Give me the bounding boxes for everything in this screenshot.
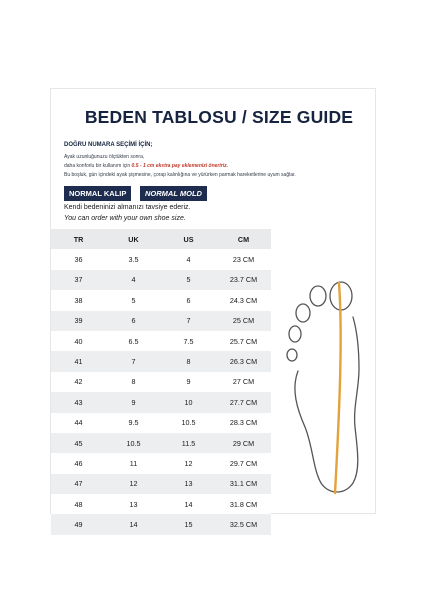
table-row (51, 270, 271, 290)
cell-cm: 28.3 CM (216, 413, 271, 433)
cell-us: 14 (161, 494, 216, 514)
table-row (51, 494, 271, 514)
table-row (51, 331, 271, 351)
cell-tr: 45 (51, 433, 106, 453)
table-row (51, 413, 271, 433)
size-guide-card (50, 88, 376, 530)
cell-us: 8 (161, 351, 216, 371)
cell-us: 5 (161, 270, 216, 290)
cell-us: 13 (161, 474, 216, 494)
advice-en: You can order with your own shoe size. (64, 215, 186, 222)
cell-tr: 42 (51, 372, 106, 392)
table-row (51, 311, 271, 331)
cell-tr: 40 (51, 331, 106, 351)
intro-line-1: Ayak uzunluğunuzu ölçtükten sonra, (64, 154, 145, 160)
cell-tr: 47 (51, 474, 106, 494)
cell-uk: 11 (106, 453, 161, 473)
cell-tr: 46 (51, 453, 106, 473)
normal-mold-badge: NORMAL MOLD (140, 186, 207, 201)
cell-tr: 48 (51, 494, 106, 514)
table-row (51, 453, 271, 473)
cell-us: 7.5 (161, 331, 216, 351)
cell-uk: 3.5 (106, 249, 161, 269)
cell-cm: 27 CM (216, 372, 271, 392)
table-row (51, 351, 271, 371)
cell-cm: 27.7 CM (216, 392, 271, 412)
cell-us: 6 (161, 290, 216, 310)
intro-heading: DOĞRU NUMARA SEÇİMİ İÇİN; (64, 142, 153, 148)
table-row (51, 474, 271, 494)
cell-us: 4 (161, 249, 216, 269)
cell-cm: 31.1 CM (216, 474, 271, 494)
header-cm: CM (216, 229, 271, 249)
cell-cm: 24.3 CM (216, 290, 271, 310)
cell-cm: 23 CM (216, 249, 271, 269)
cell-uk: 8 (106, 372, 161, 392)
table-row (51, 433, 271, 453)
cell-us: 7 (161, 311, 216, 331)
header-tr: TR (51, 229, 106, 249)
intro-line-2-highlight: 0.5 - 1 cm ekstra pay eklemenizi öneririz. (131, 163, 228, 169)
cell-us: 10 (161, 392, 216, 412)
intro-line-2-prefix: daha konforlu bir kullanım için (64, 163, 131, 169)
cell-tr: 43 (51, 392, 106, 412)
cell-uk: 5 (106, 290, 161, 310)
intro-line-2 (64, 163, 228, 169)
table-row (51, 249, 271, 269)
cell-cm: 31.8 CM (216, 494, 271, 514)
table-row (51, 514, 271, 534)
cell-tr: 37 (51, 270, 106, 290)
cell-uk: 13 (106, 494, 161, 514)
cell-cm: 23.7 CM (216, 270, 271, 290)
cell-tr: 41 (51, 351, 106, 371)
table-row (51, 372, 271, 392)
header-uk: UK (106, 229, 161, 249)
cell-uk: 10.5 (106, 433, 161, 453)
cell-uk: 9 (106, 392, 161, 412)
cell-tr: 38 (51, 290, 106, 310)
advice-tr: Kendi bedeninizi almanızı tavsiye ederiz. (64, 204, 191, 211)
cell-uk: 14 (106, 514, 161, 534)
cell-cm: 32.5 CM (216, 514, 271, 534)
cell-us: 10.5 (161, 413, 216, 433)
cell-tr: 49 (51, 514, 106, 534)
cell-us: 9 (161, 372, 216, 392)
table-row (51, 290, 271, 310)
page-title: BEDEN TABLOSU / SIZE GUIDE (84, 107, 354, 127)
foot-outline-icon (283, 279, 363, 499)
cell-cm: 25.7 CM (216, 331, 271, 351)
cell-us: 11.5 (161, 433, 216, 453)
header-us: US (161, 229, 216, 249)
cell-uk: 6.5 (106, 331, 161, 351)
normal-kalip-badge: NORMAL KALIP (64, 186, 131, 201)
cell-uk: 9.5 (106, 413, 161, 433)
cell-uk: 4 (106, 270, 161, 290)
cell-cm: 25 CM (216, 311, 271, 331)
cell-tr: 36 (51, 249, 106, 269)
size-table (51, 229, 271, 535)
cell-us: 15 (161, 514, 216, 534)
cell-cm: 26.3 CM (216, 351, 271, 371)
cell-uk: 12 (106, 474, 161, 494)
cell-cm: 29 CM (216, 433, 271, 453)
cell-tr: 44 (51, 413, 106, 433)
size-table-header-row (51, 229, 271, 249)
table-row (51, 392, 271, 412)
cell-us: 12 (161, 453, 216, 473)
cell-uk: 6 (106, 311, 161, 331)
cell-cm: 29.7 CM (216, 453, 271, 473)
cell-uk: 7 (106, 351, 161, 371)
cell-tr: 39 (51, 311, 106, 331)
intro-line-3: Bu boşluk, gün içindeki ayak şişmesine, çorap kalınlığına ve yürürken parmak hareketlerine uyum sağlar. (64, 172, 296, 178)
